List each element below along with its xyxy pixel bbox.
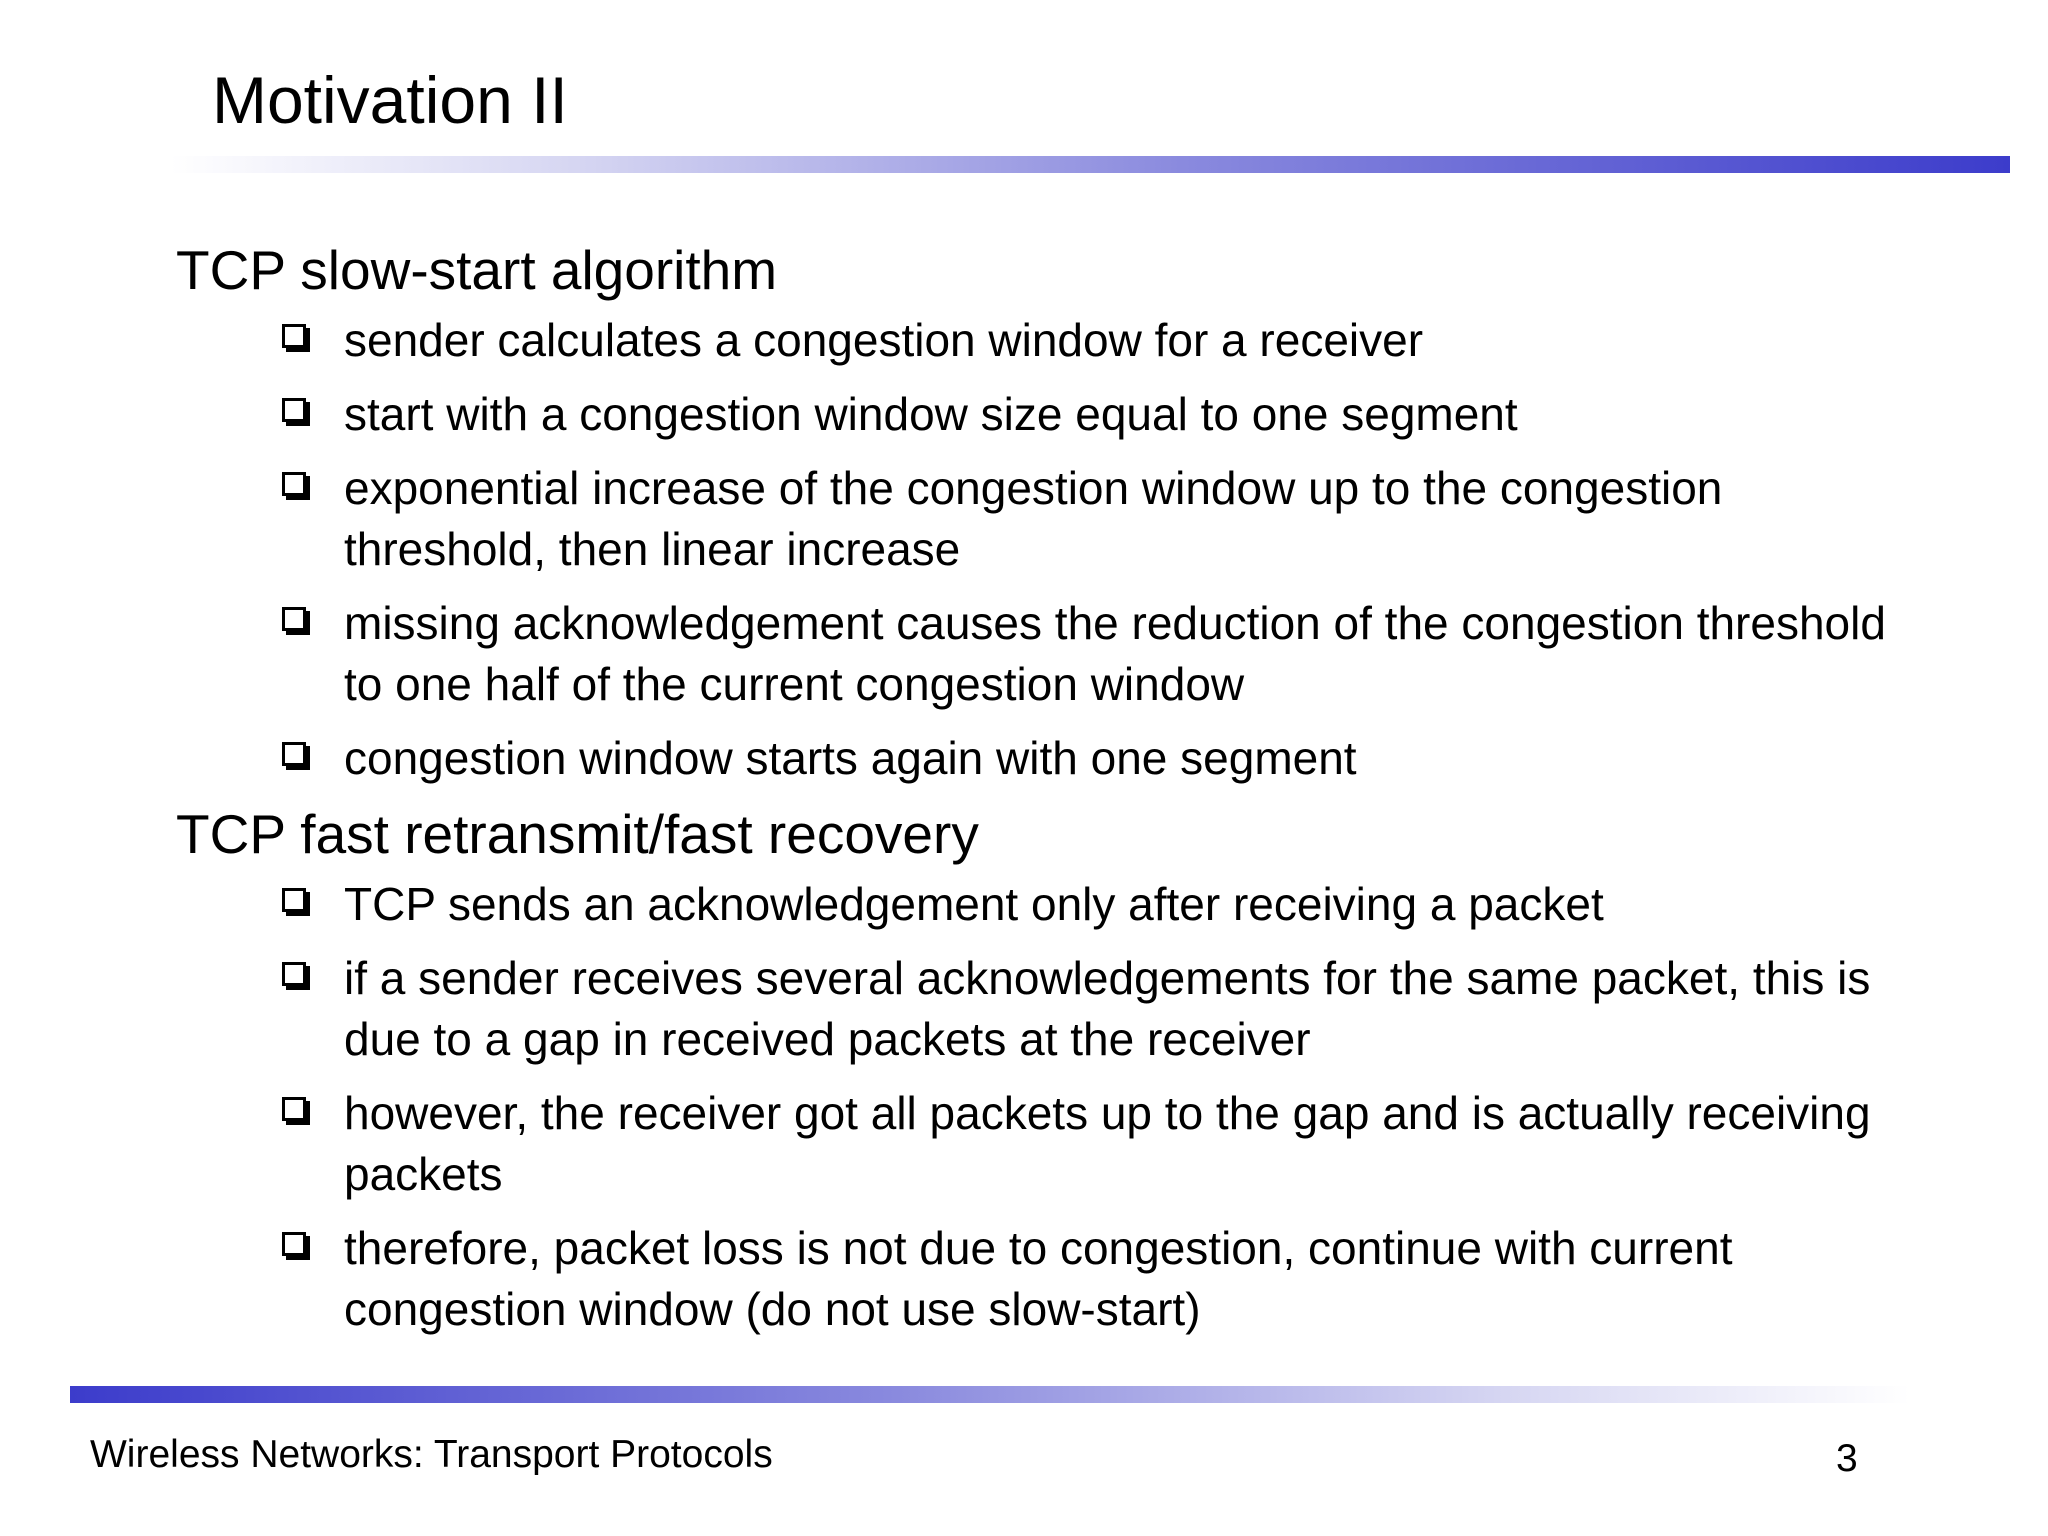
footer-divider (70, 1386, 1910, 1403)
list-item-text: missing acknowledgement causes the reduction of the congestion threshold to one half of the current congestion window (344, 597, 1886, 710)
list-item (176, 874, 1936, 935)
checkbox-square-icon (282, 398, 306, 422)
list-item (176, 728, 1936, 789)
list-item (176, 458, 1936, 580)
list-item-text: exponential increase of the congestion window up to the congestion threshold, then linear increase (344, 462, 1723, 575)
list-item (176, 593, 1936, 715)
list-item (176, 1083, 1936, 1205)
list-item (176, 948, 1936, 1070)
checkbox-square-icon (282, 742, 306, 766)
list-item-text: therefore, packet loss is not due to congestion, continue with current congestion window (do not use slow-start) (344, 1222, 1733, 1335)
checkbox-square-icon (282, 888, 306, 912)
checkbox-square-icon (282, 324, 306, 348)
bullet-list (176, 874, 1936, 1340)
list-item-text: congestion window starts again with one segment (344, 732, 1357, 784)
title-underline (170, 156, 2010, 173)
list-item (176, 1218, 1936, 1340)
checkbox-square-icon (282, 607, 306, 631)
checkbox-square-icon (282, 1232, 306, 1256)
list-item-text: TCP sends an acknowledgement only after receiving a packet (344, 878, 1604, 930)
list-item-text: start with a congestion window size equal to one segment (344, 388, 1518, 440)
checkbox-square-icon (282, 1097, 306, 1121)
list-item-text: however, the receiver got all packets up to the gap and is actually receiving packets (344, 1087, 1871, 1200)
list-item (176, 384, 1936, 445)
page-number: 3 (1836, 1437, 1858, 1480)
bullet-list (176, 310, 1936, 789)
footer-text: Wireless Networks: Transport Protocols (90, 1433, 773, 1476)
section-fast-retransmit (176, 802, 1936, 1340)
checkbox-square-icon (282, 472, 306, 496)
list-item (176, 310, 1936, 371)
slide-body (176, 238, 1936, 1353)
list-item-text: sender calculates a congestion window for a receiver (344, 314, 1424, 366)
section-slow-start (176, 238, 1936, 789)
section-heading: TCP slow-start algorithm (176, 239, 778, 301)
section-heading: TCP fast retransmit/fast recovery (176, 803, 979, 865)
checkbox-square-icon (282, 962, 306, 986)
slide-title: Motivation II (212, 63, 568, 137)
list-item-text: if a sender receives several acknowledgements for the same packet, this is due to a gap in received packets at the receiver (344, 952, 1871, 1065)
